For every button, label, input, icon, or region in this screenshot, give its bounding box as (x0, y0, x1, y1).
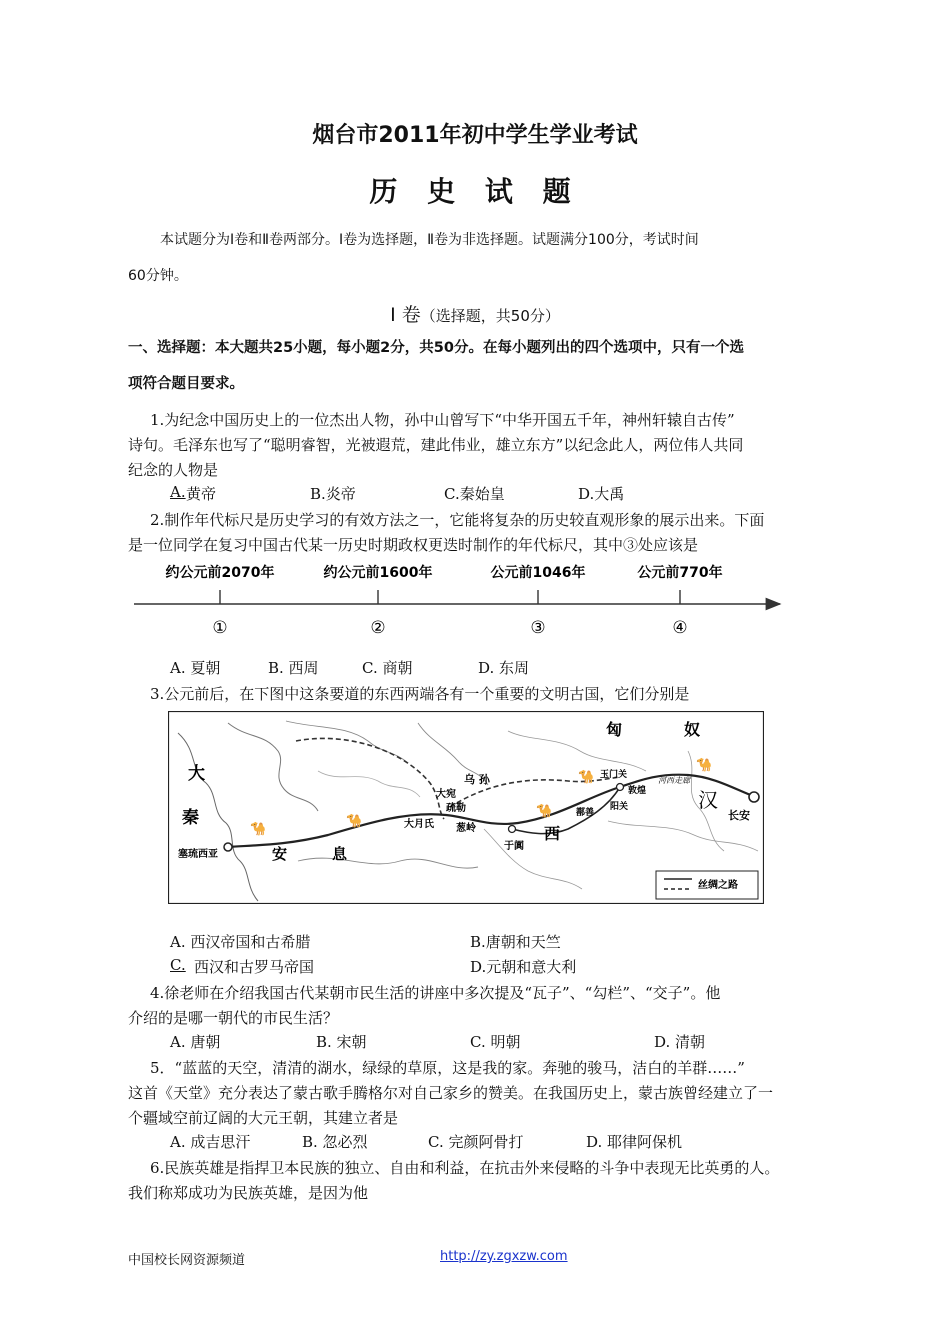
silk-road-map (168, 711, 764, 904)
map-label-xiongnu-1: 匈 (606, 720, 623, 739)
q2-option-c[interactable]: C. 商朝 (362, 659, 413, 677)
timeline-label-4: 公元前770年 (637, 565, 723, 581)
yutian-dot (509, 826, 516, 833)
timeline-figure (120, 558, 800, 648)
q3-option-b[interactable]: B.唐朝和天竺 (470, 933, 561, 951)
q3-options-row-1 (0, 931, 950, 956)
intro-line-2: 60分钟。 (128, 268, 188, 284)
q5-line-1: 5．“蓝蓝的天空，清清的湖水，绿绿的草原，这是我的家。奔驰的骏马，洁白的羊群……” (150, 1059, 745, 1077)
q5-line-3: 个疆域空前辽阔的大元王朝，其建立者是 (128, 1109, 399, 1127)
map-label-shanshan: 鄯善 (576, 808, 595, 818)
map-legend-label: 丝绸之路 (698, 880, 738, 891)
camel-icon-3: 🐪 (346, 814, 363, 829)
q2-line-2: 是一位同学在复习中国古代某一历史时期政权更迭时制作的年代标尺，其中③处应该是 (128, 536, 699, 554)
q5-option-d[interactable]: D. 耶律阿保机 (586, 1133, 683, 1151)
instruction-line-2: 项符合题目要求。 (128, 376, 244, 392)
section-subtitle: （选择题，共50分） (420, 307, 560, 325)
q4-option-b[interactable]: B. 宋朝 (316, 1033, 367, 1051)
footer-link[interactable]: http://zy.zgxzw.com (440, 1249, 568, 1264)
timeline-label-3: 公元前1046年 (490, 565, 586, 581)
q1-option-b[interactable]: B.炎帝 (310, 485, 356, 503)
map-label-yangguan: 阳关 (610, 802, 629, 812)
q1-option-c[interactable]: C.秦始皇 (444, 485, 505, 503)
q2-option-a[interactable]: A. 夏朝 (170, 659, 221, 677)
map-label-xi-parthia: 息 (332, 845, 348, 863)
camel-icon-2: 🐪 (696, 758, 713, 773)
map-label-han: 汉 (698, 788, 718, 812)
q4-option-d[interactable]: D. 清朝 (654, 1033, 706, 1051)
q5-option-b[interactable]: B. 忽必烈 (302, 1133, 368, 1151)
q4-option-c[interactable]: C. 明朝 (470, 1033, 521, 1051)
map-label-changan: 长安 (728, 809, 750, 822)
q5-option-c[interactable]: C. 完颜阿骨打 (428, 1133, 524, 1151)
q6-line-2: 我们称郑成功为民族英雄，是因为他 (128, 1184, 369, 1202)
changan-dot (749, 792, 759, 802)
map-label-qin: 秦 (182, 808, 199, 828)
timeline-mark-2: ② (370, 618, 386, 638)
map-label-hexi: 河西走廊 (658, 776, 690, 785)
q1-line-3: 纪念的人物是 (128, 461, 219, 479)
camel-icon-4: 🐪 (250, 822, 267, 837)
q2-options (0, 657, 950, 682)
map-label-xi-region: 西 (544, 824, 561, 843)
q4-line-2: 介绍的是哪一朝代的市民生活？ (128, 1009, 339, 1027)
q1-line-2: 诗句。毛泽东也写了“聪明睿智，光被遐荒，建此伟业，雄立东方”以纪念此人，两位伟人共同 (128, 436, 744, 454)
footer-source: 中国校长网资源频道 (128, 1253, 246, 1268)
timeline-label-1: 约公元前2070年 (165, 565, 275, 581)
exam-title: 烟台市2011年初中学生学业考试 (312, 123, 638, 148)
timeline-mark-1: ① (212, 618, 228, 638)
map-label-wusun: 乌 孙 (464, 773, 490, 786)
q5-line-2: 这首《天堂》充分表达了蒙古歌手腾格尔对自己家乡的赞美。在我国历史上，蒙古族曾经建立了一 (128, 1084, 774, 1102)
timeline-label-2: 约公元前1600年 (323, 565, 433, 581)
map-label-congling: 葱岭 (456, 823, 476, 834)
map-label-dayuezhi: 大月氏 (404, 819, 434, 830)
q5-option-a[interactable]: A. 成吉思汗 (170, 1133, 251, 1151)
q3-option-c-letter[interactable]: C. (170, 956, 186, 974)
q3-line-1: 3.公元前后，在下图中这条要道的东西两端各有一个重要的文明古国，它们分别是 (150, 685, 690, 703)
q2-line-1: 2.制作年代标尺是历史学习的有效方法之一，它能将复杂的历史较直观形象的展示出来。下面 (150, 511, 765, 529)
intro-line-1: 本试题分为Ⅰ卷和Ⅱ卷两部分。Ⅰ卷为选择题，Ⅱ卷为非选择题。试题满分100分，考试时间 (160, 232, 699, 248)
q4-options (0, 1031, 950, 1056)
q1-option-a[interactable]: 黄帝 (186, 485, 217, 503)
instruction-line-1: 一、选择题：本大题共25小题，每小题2分，共50分。在每小题列出的四个选项中，只有一个选 (128, 340, 744, 356)
q3-option-d[interactable]: D.元朝和意大利 (470, 958, 577, 976)
map-label-xiongnu-2: 奴 (684, 720, 701, 739)
map-label-dunhuang: 敦煌 (628, 786, 647, 796)
q3-options-row-2 (0, 956, 950, 981)
q1-line-1: 1.为纪念中国历史上的一位杰出人物，孙中山曾写下“中华开国五千年，神州轩辕自古传” (150, 411, 735, 429)
camel-icon-1: 🐪 (578, 770, 595, 785)
q2-option-d[interactable]: D. 东周 (478, 659, 530, 677)
map-label-yutian: 于阗 (504, 841, 524, 852)
q4-option-a[interactable]: A. 唐朝 (170, 1033, 221, 1051)
q1-options (0, 483, 950, 508)
q3-option-c[interactable]: 西汉和古罗马帝国 (194, 958, 315, 976)
subject-title: 历 史 试 题 (369, 175, 581, 208)
q1-option-d[interactable]: D.大禹 (578, 485, 625, 503)
section-roman: Ⅰ 卷 (390, 304, 421, 326)
seleucia-dot (224, 843, 232, 851)
map-label-da: 大 (188, 764, 205, 784)
q1-option-a-letter[interactable]: A. (170, 483, 186, 501)
map-label-shule: 疏勒 (446, 803, 466, 814)
dunhuang-dot (617, 784, 624, 791)
section-heading (0, 300, 950, 327)
timeline-mark-3: ③ (530, 618, 546, 638)
map-label-dayuan: 大宛 (436, 789, 456, 800)
q6-line-1: 6.民族英雄是指捍卫本民族的独立、自由和利益，在抗击外来侵略的斗争中表现无比英勇的人。 (150, 1159, 780, 1177)
map-label-an: 安 (272, 845, 288, 863)
timeline-mark-4: ④ (672, 618, 688, 638)
map-label-seleucia: 塞琉西亚 (178, 849, 218, 860)
q5-options (0, 1131, 950, 1156)
map-label-yumenguan: 玉门关 (600, 770, 628, 780)
q2-option-b[interactable]: B. 西周 (268, 659, 319, 677)
camel-icon-5: 🐪 (536, 804, 553, 819)
q4-line-1: 4.徐老师在介绍我国古代某朝市民生活的讲座中多次提及“瓦子”、“勾栏”、“交子”。他 (150, 984, 721, 1002)
q3-option-a[interactable]: A. 西汉帝国和古希腊 (170, 933, 311, 951)
